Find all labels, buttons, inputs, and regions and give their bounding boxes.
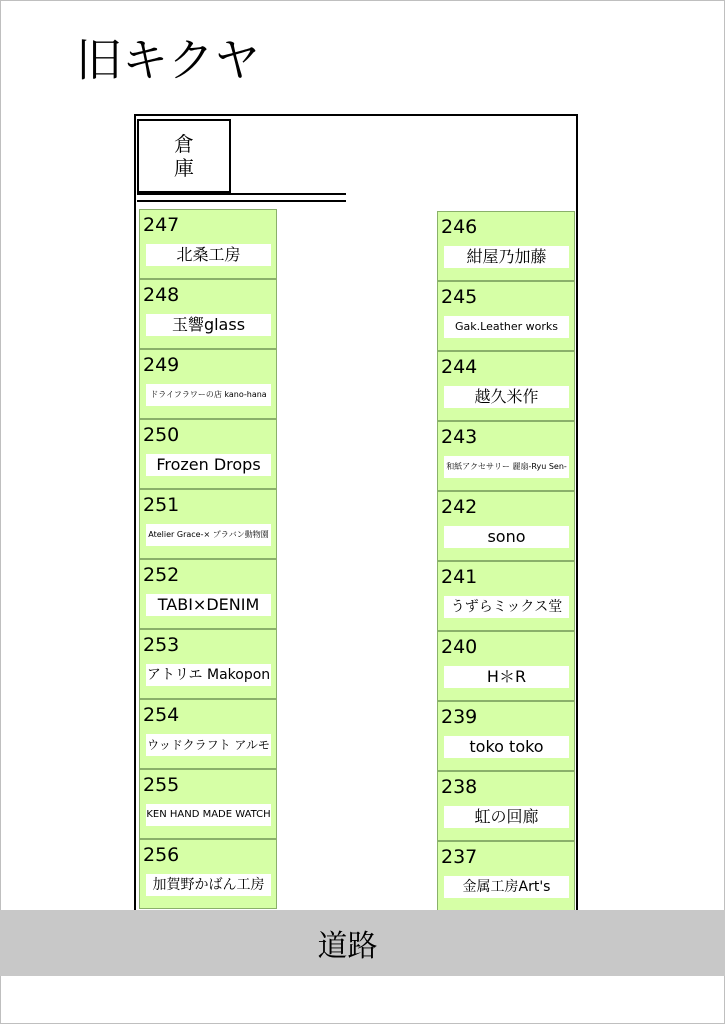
booth-name: ウッドクラフト アルモ xyxy=(146,734,271,756)
booth-238[interactable] xyxy=(437,771,575,841)
booth-254[interactable] xyxy=(139,699,277,769)
storage-label: 倉庫 xyxy=(174,132,194,180)
booth-name: H＊R xyxy=(444,666,569,688)
booth-number: 251 xyxy=(143,494,180,516)
wall-line xyxy=(137,193,346,195)
booth-name: TABI×DENIM xyxy=(146,594,271,616)
booth-243[interactable] xyxy=(437,421,575,491)
booth-number: 241 xyxy=(441,566,478,588)
booth-name: Frozen Drops xyxy=(146,454,271,476)
booth-242[interactable] xyxy=(437,491,575,561)
booth-245[interactable] xyxy=(437,281,575,351)
booth-256[interactable] xyxy=(139,839,277,909)
booth-name: ドライフラワーの店 kano-hana xyxy=(146,384,271,406)
booth-237[interactable] xyxy=(437,841,575,911)
wall-line xyxy=(137,200,346,202)
booth-239[interactable] xyxy=(437,701,575,771)
booth-244[interactable] xyxy=(437,351,575,421)
booth-number: 237 xyxy=(441,846,478,868)
booth-number: 240 xyxy=(441,636,478,658)
booth-number: 238 xyxy=(441,776,478,798)
map-title: 旧キクヤ xyxy=(76,33,260,87)
booth-253[interactable] xyxy=(139,629,277,699)
booth-250[interactable] xyxy=(139,419,277,489)
booth-name: sono xyxy=(444,526,569,548)
booth-name: 金属工房Art's xyxy=(444,876,569,898)
storage-room xyxy=(137,119,231,193)
booth-number: 253 xyxy=(143,634,180,656)
booth-name: 北桑工房 xyxy=(146,244,271,266)
booth-number: 255 xyxy=(143,774,180,796)
road xyxy=(0,910,725,976)
booth-name: toko toko xyxy=(444,736,569,758)
booth-name: 玉響glass xyxy=(146,314,271,336)
booth-name: KEN HAND MADE WATCH xyxy=(146,804,271,826)
booth-name: 加賀野かばん工房 xyxy=(146,874,271,896)
booth-number: 247 xyxy=(143,214,180,236)
booth-247[interactable] xyxy=(139,209,277,279)
road-label: 道路 xyxy=(317,929,378,964)
booth-249[interactable] xyxy=(139,349,277,419)
booth-251[interactable] xyxy=(139,489,277,559)
booth-number: 246 xyxy=(441,216,478,238)
booth-248[interactable] xyxy=(139,279,277,349)
booth-name: 和紙アクセサリー 麗扇-Ryu Sen- xyxy=(444,456,569,478)
booth-240[interactable] xyxy=(437,631,575,701)
booth-number: 249 xyxy=(143,354,180,376)
booth-number: 245 xyxy=(441,286,478,308)
booth-name: Atelier Grace-× プラバン動物園 xyxy=(146,524,271,546)
booth-name: Gak.Leather works xyxy=(444,316,569,338)
booth-246[interactable] xyxy=(437,211,575,281)
booth-252[interactable] xyxy=(139,559,277,629)
booth-name: アトリエ Makopon xyxy=(146,664,271,686)
booth-name: 越久米作 xyxy=(444,386,569,408)
booth-number: 256 xyxy=(143,844,180,866)
booth-number: 248 xyxy=(143,284,180,306)
booth-number: 250 xyxy=(143,424,180,446)
booth-name: 虹の回廊 xyxy=(444,806,569,828)
booth-255[interactable] xyxy=(139,769,277,839)
booth-number: 244 xyxy=(441,356,478,378)
booth-name: うずらミックス堂 xyxy=(444,596,569,618)
booth-number: 254 xyxy=(143,704,180,726)
booth-number: 242 xyxy=(441,496,478,518)
booth-number: 239 xyxy=(441,706,478,728)
booth-name: 紺屋乃加藤 xyxy=(444,246,569,268)
booth-number: 243 xyxy=(441,426,478,448)
booth-241[interactable] xyxy=(437,561,575,631)
booth-number: 252 xyxy=(143,564,180,586)
